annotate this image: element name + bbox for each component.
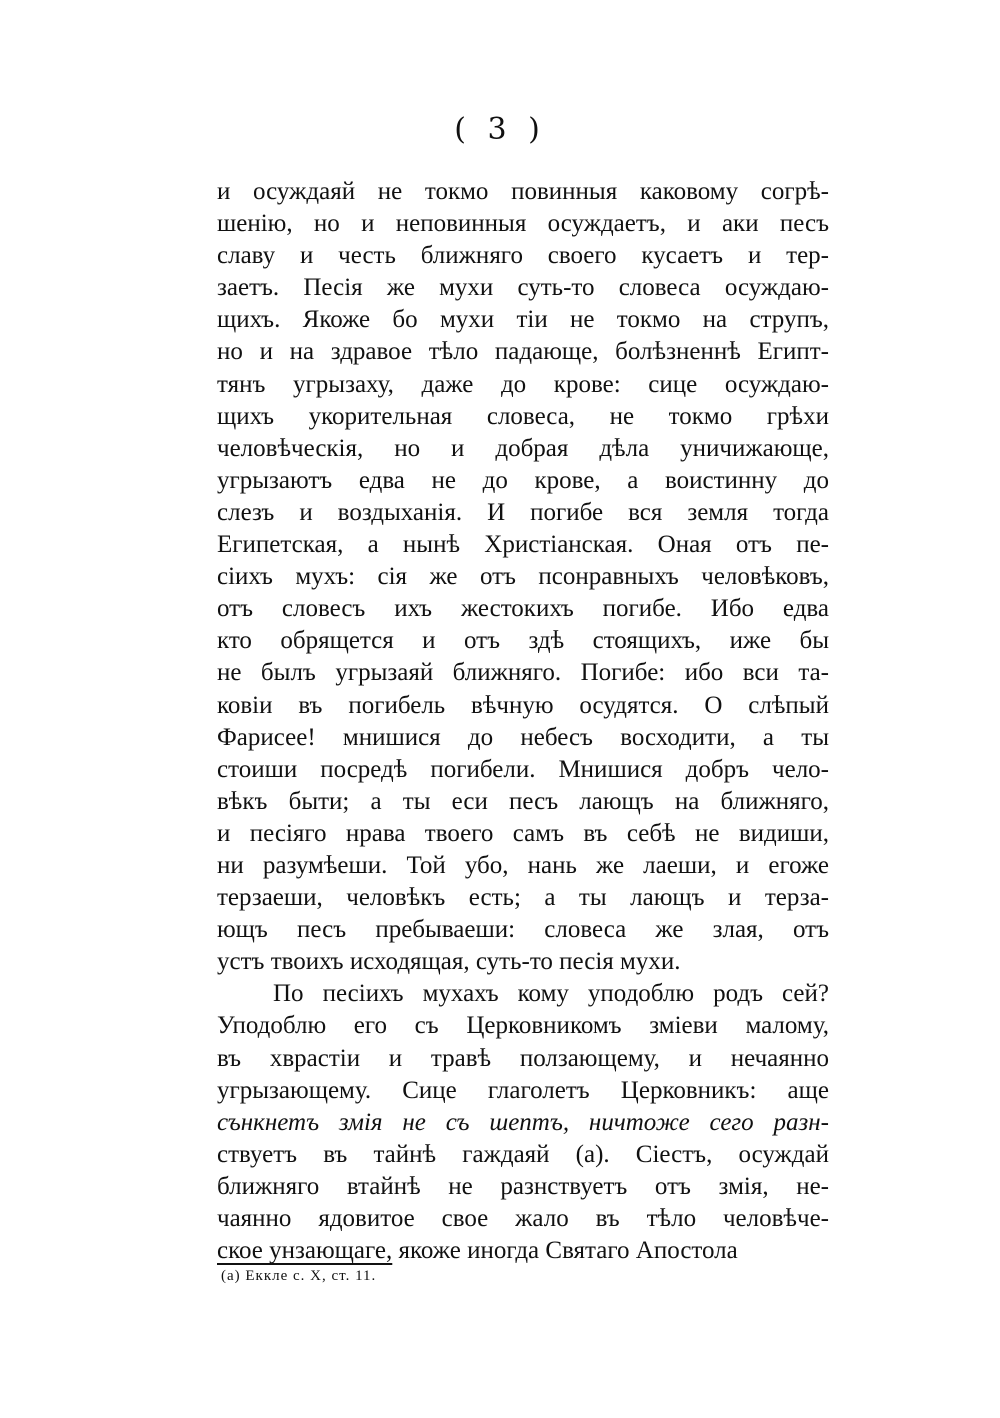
text-line: но и на здравое тѣло падающе, болѣзненнѣ Египт- [217,338,829,366]
text-line: чаянно ядовитое свое жало въ тѣло человѣче- [217,1205,829,1232]
text-line: тянъ угрызаху, даже до крове: сице осуждаю- [217,370,829,398]
text-line: слезъ и воздыханія. И погибе вся земля тогда [217,498,829,526]
text-line: Уподоблю его съ Церковникомъ зміеви малому, [217,1012,829,1040]
text-line: человѣческія, но и добрая дѣла уничижающе, [217,434,829,462]
text-line: ковіи въ погибель вѣчную осудятся. О слѣпый [217,691,829,719]
text-line: отъ словесъ ихъ жестокихъ погибе. Ибо едва [217,595,829,623]
text-line: и песіяго нрава твоего самъ въ себѣ не видиши, [217,819,829,847]
text-line: славу и честь ближняго своего кусаетъ и тер- [217,242,829,270]
text-line: По песіихъ мухахъ кому уподоблю родъ сей? [273,980,829,1008]
text-line: щихъ. Якоже бо мухи тіи не токмо на струпъ, [217,306,829,334]
text-line: вѣкъ быти; а ты еси песъ лающъ на ближняго, [217,787,829,815]
text-line: сіихъ мухъ: сія же отъ псонравныхъ человѣковъ, [217,563,829,591]
text-line: ствуетъ въ тайнѣ гаждаяй (а). Сіестъ, осуждай [217,1140,829,1168]
underlined-phrase: ское унзающаге, [217,1237,393,1265]
text-line: заетъ. Песія же мухи суть-то словеса осуждаю- [217,274,829,302]
text-line: шенію, но и неповинныя осуждаетъ, и аки песъ [217,210,829,238]
text-line: угрызаютъ едва не до крове, а воистинну до [217,466,829,494]
body-text [217,176,829,1267]
text-line: въ хврастіи и травѣ ползающему, и нечаянно [217,1044,829,1072]
text-line: ни разумѣеши. Той убо, нань же лаеши, и егоже [217,851,829,879]
text-line: угрызающему. Сице глаголетъ Церковникъ: аще [217,1076,829,1104]
text-line: Фарисее! мнишися до небесъ восходити, а ты [217,723,829,751]
last-line-rest: якоже иногда Святаго Апостола [392,1237,738,1265]
text-line: ближняго втайнѣ не разнствуетъ отъ змія, не- [217,1172,829,1200]
text-line: устъ твоихъ исходящая, суть-то песія мухи. [217,948,681,976]
text-line: Египетская, а нынѣ Христіанская. Оная отъ пе- [217,531,829,559]
text-line: терзаеши, человѣкъ есть; а ты лающъ и терза- [217,884,829,912]
text-line: сънкнетъ змія не съ шептъ, ничтоже сего разн- [217,1108,829,1136]
text-line-last [217,1235,829,1267]
text-line: и осуждаяй не токмо повинныя каковому согрѣ- [217,178,829,205]
text-line: кто обрящется и отъ здѣ стоящихъ, иже бы [217,627,829,655]
text-line: не былъ угрызаяй ближняго. Погибе: ибо вси та- [217,659,829,687]
text-line: стоиши посредѣ погибели. Мнишися добръ чело- [217,755,829,783]
page-number: ( 3 ) [454,112,546,147]
text-line: ющъ песъ пребываеши: словеса же злая, отъ [217,916,829,944]
text-line: щихъ укорительная словеса, не токмо грѣхи [217,402,829,430]
footnote: (а) Еккле с. Х, ст. 11. [221,1268,377,1284]
